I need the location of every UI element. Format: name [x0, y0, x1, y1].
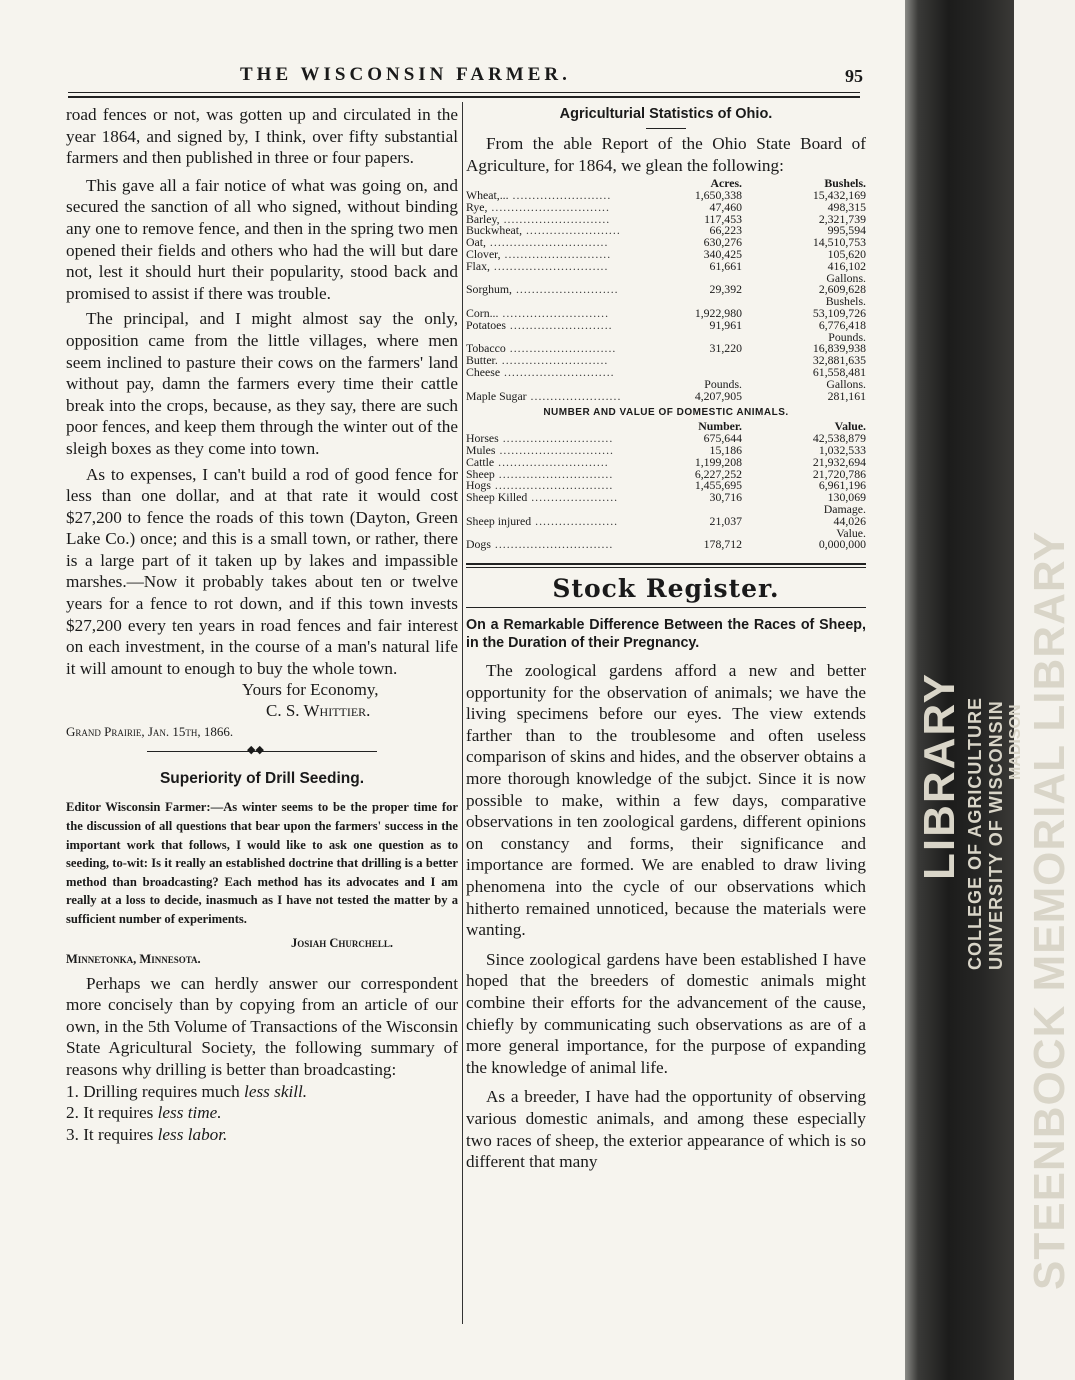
row-value: Pounds. — [828, 329, 866, 344]
paragraph: This gave all a fair notice of what was going on, and secured the sanction of all who signed, without binding any one to remove fence, and then in the spring two men opened their fields and others who had the will but dare not, lest it should hurt their popularity, stood back and promised to assist if there was trouble. — [66, 175, 458, 303]
leader-dots: ...................... — [527, 490, 619, 505]
row-label: Horses ............................ — [466, 431, 614, 446]
row-value — [686, 355, 742, 367]
section-title: Stock Register. — [552, 574, 780, 604]
row-value: 1,922,980 — [694, 305, 742, 320]
left-column — [66, 104, 458, 1145]
row-value: 630,276 — [703, 235, 742, 250]
row-value: 1,199,208 — [694, 454, 742, 469]
row-label: Rye, .............................. — [466, 199, 610, 214]
row-value: 995,594 — [827, 223, 866, 238]
leader-dots: .............................. — [490, 537, 614, 552]
row-value: Bushels. — [825, 294, 866, 309]
table-row — [466, 492, 866, 504]
spine-line: COLLEGE OF AGRICULTURE — [965, 697, 985, 970]
row-value: 117,453 — [704, 211, 742, 226]
stats-intro: From the able Report of the Ohio State Board of Agriculture, for 1864, we glean the following: — [466, 134, 866, 175]
row-value: 15,186 — [709, 442, 742, 457]
row-value: 6,776,418 — [818, 317, 866, 332]
row-value: 53,109,726 — [812, 305, 866, 320]
animals-table — [466, 421, 866, 551]
table-row — [466, 516, 866, 528]
paragraph: The principal, and I might almost say the only, opposition came from the little villages, where men seem inclined to pasture their cows on the farmers' land without pay, damn the farmers every time their cattle break into the crops, because, as they say, there are such poor fences, and keep them through the winter out of the sleigh boxes as they come into town. — [66, 309, 458, 458]
row-value: 15,432,169 — [812, 187, 866, 202]
page-number: 95 — [845, 66, 863, 86]
row-value: 42,538,879 — [812, 431, 866, 446]
leader-dots: ..................... — [531, 513, 619, 528]
row-value: 1,032,533 — [818, 442, 866, 457]
table-row — [466, 261, 866, 273]
letter-text: Editor Wisconsin Farmer:—As winter seems to be the proper time for the discussion of all questions that bear upon the farmers' success in the important work that follows, I would like to ask one question as to seeding, to-wit: Is it really an established doctrine that drilling is a better method than broadcasting? Each method has its advocates and I am really at a loss to decide, inasmuch as I have not tested the matter by a sufficient number of experiments. — [66, 800, 458, 926]
row-value: 14,510,753 — [812, 235, 866, 250]
table-row — [466, 320, 866, 332]
column-divider — [462, 102, 463, 1324]
table-row — [466, 284, 866, 296]
row-value: 2,609,628 — [818, 282, 866, 297]
row-value: 91,961 — [709, 317, 742, 332]
row-label: Sorghum, .......................... — [466, 282, 619, 297]
row-label: Cheese ............................ — [466, 364, 615, 379]
ornament: ◆◆ — [247, 744, 264, 757]
right-column — [466, 104, 866, 1173]
row-value: 29,392 — [709, 282, 742, 297]
row-value: 498,315 — [827, 199, 866, 214]
letter-signature: Josiah Churchell. — [291, 935, 394, 950]
row-value: 4,207,905 — [694, 388, 742, 403]
table-header: Number. Value. — [698, 419, 866, 434]
leader-dots: ........................... — [505, 341, 617, 356]
section-rule — [466, 563, 866, 568]
table-row — [466, 539, 866, 551]
article-title: Superiority of Drill Seeding. — [159, 770, 365, 788]
paragraph: As to expenses, I can't build a rod of good fence for less than one dollar, and at that rate it would cost $27,200 to fence the roads of this town (Dayton, Green Lake Co.) once; and this is a small town, or rather, there is a large part of it taken up by lakes and impassible marshes.—Now it probably takes about ten or twelve years for a fence to rot down, and if this town invests $27,200 every ten years in road fences and fair interest on each investment, in the course of a man's natural life it will amount to enough to buy the whole town. — [66, 464, 458, 678]
row-value: Damage. — [823, 501, 866, 516]
ornament-rule — [147, 744, 377, 762]
row-value: Gallons. — [826, 376, 866, 391]
row-value: 66,223 — [709, 223, 742, 238]
leader-dots: ........................... — [499, 211, 611, 226]
leader-dots: ........................... — [498, 305, 610, 320]
leader-dots: ....................... — [526, 388, 622, 403]
row-label: Maple Sugar ....................... — [466, 388, 622, 403]
row-value: 61,661 — [709, 258, 742, 273]
row-value: Gallons. — [826, 270, 866, 285]
row-value: 0,000,000 — [818, 537, 866, 552]
leader-dots: ........................ — [522, 223, 621, 238]
paragraph: Perhaps we can herdly answer our correspondent more concisely than by copying from an article of our own, in the 5th Volume of Transactions of the Wisconsin State Agricultural Society, the following summary of reasons why drilling is better than broadcasting: — [66, 973, 458, 1079]
spine-line: STEENBOCK MEMORIAL LIBRARY — [1025, 530, 1074, 1290]
row-label: Dogs .............................. — [466, 537, 614, 552]
row-value: 281,161 — [827, 388, 866, 403]
signature: C. S. Whittier. — [266, 701, 371, 721]
row-value: 1,455,695 — [694, 478, 742, 493]
closing-line: Yours for Economy, — [242, 680, 379, 700]
leader-dots: ............................ — [494, 454, 609, 469]
row-label: Clover, ........................... — [466, 246, 612, 261]
leader-dots: .............................. — [490, 478, 614, 493]
leader-dots: ......................... — [508, 187, 612, 202]
row-value: 2,321,739 — [818, 211, 866, 226]
row-value: 6,227,252 — [694, 466, 742, 481]
table-row — [466, 367, 866, 379]
leader-dots: ............................ — [500, 364, 615, 379]
paragraph: As a breeder, I have had the opportunity of observing various domestic animals, and among these especially two races of sheep, the exterior appearance of which is so different that many — [466, 1087, 866, 1172]
leader-dots: ........................... — [500, 246, 612, 261]
leader-dots: ........................... — [497, 353, 609, 368]
row-value: 340,425 — [703, 246, 742, 261]
leader-dots: .......................... — [512, 282, 619, 297]
row-label: Cattle ............................ — [466, 454, 609, 469]
table-header: Acres. Bushels. — [710, 176, 866, 191]
paragraph: The zoological gardens afford a new and better opportunity for the observation of animals; we have the living specimens before our eyes. The view extends farther than to the troublesome and often useless comparison of skins and hides, and the observer obtains a more thorough knowledge of the subjct. Since it is now possible to make, within a few days, comparative observations in ten zoological gardens, different opinions on constancy and forms, their significance and importance are formed. We are enabled to draw living phenomena into the cycle of our observations which hitherto remained unnoticed, because the materials were wanting. — [466, 661, 866, 940]
animals-title: NUMBER AND VALUE OF DOMESTIC ANIMALS. — [543, 407, 789, 419]
row-value: 31,220 — [709, 341, 742, 356]
row-label: Tobacco ........................... — [466, 341, 617, 356]
crops-table — [466, 178, 866, 402]
list-item: 3. It requires less labor. — [66, 1124, 228, 1144]
short-rule — [646, 128, 686, 129]
paragraph: road fences or not, was gotten up and circulated in the year 1864, and signed by, I think, over fifty substantial farmers and then published in three or four papers. — [66, 105, 458, 168]
row-value: 105,620 — [827, 246, 866, 261]
spine-line: UNIVERSITY OF WISCONSIN — [986, 700, 1006, 970]
dateline: Grand Prairie, Jan. 15th, 1866. — [66, 724, 234, 740]
row-label: Buckwheat, ........................ — [466, 223, 621, 238]
article-title: On a Remarkable Difference Between the Races of Sheep, in the Duration of their Pregnancy. — [466, 617, 866, 652]
row-value: 1,650,338 — [694, 187, 742, 202]
row-label: Potatoes .......................... — [466, 317, 613, 332]
spine-line: LIBRARY — [915, 672, 964, 880]
leader-dots: ............................. — [495, 442, 614, 457]
row-label: Mules ............................. — [466, 442, 614, 457]
row-value: 32,881,635 — [812, 353, 866, 368]
header-rule — [68, 92, 860, 93]
table-row — [466, 391, 866, 403]
row-value: 416,102 — [827, 258, 866, 273]
running-head: THE WISCONSIN FARMER. — [240, 64, 571, 85]
row-label: Sheep Killed ...................... — [466, 490, 619, 505]
leader-dots: ............................. — [489, 258, 609, 273]
row-label: Wheat,... ......................... — [466, 187, 612, 202]
row-value: 61,558,481 — [812, 364, 866, 379]
letter-place: Minnetonka, Minnesota. — [66, 951, 201, 966]
row-value: 47,460 — [709, 199, 742, 214]
row-value: Value. — [836, 525, 866, 540]
leader-dots: .......................... — [505, 317, 613, 332]
row-value: 16,839,938 — [812, 341, 866, 356]
row-value: 130,069 — [827, 490, 866, 505]
row-value: 21,720,786 — [812, 466, 866, 481]
leader-dots: ............................. — [494, 466, 614, 481]
list-item: 1. Drilling requires much less skill. — [66, 1081, 308, 1101]
leader-dots: .............................. — [485, 235, 609, 250]
row-label: Hogs .............................. — [466, 478, 614, 493]
row-label: Corn... ........................... — [466, 305, 610, 320]
row-label: Flax, ............................. — [466, 258, 609, 273]
section-underline — [466, 607, 866, 608]
list-item: 2. It requires less time. — [66, 1103, 222, 1123]
row-value: 675,644 — [703, 431, 742, 446]
row-value: 21,932,694 — [812, 454, 866, 469]
spine-line: MADISON — [1007, 704, 1024, 780]
row-value: 21,037 — [709, 513, 742, 528]
row-value: 30,716 — [709, 490, 742, 505]
row-label: Barley, ........................... — [466, 211, 611, 226]
row-label: Sheep injured ..................... — [466, 513, 619, 528]
paragraph: Since zoological gardens have been established I have hoped that the breeders of domestic animals might combine their efforts for the advancement of the cause, chiefly by communicating such observations as are of a more general importance, for the purpose of expanding the knowledge of animal life. — [466, 949, 866, 1077]
row-label: Sheep ............................. — [466, 466, 614, 481]
row-value: 44,026 — [833, 513, 866, 528]
leader-dots: .............................. — [487, 199, 610, 214]
stats-title: Agriculturial Statistics of Ohio. — [559, 106, 773, 122]
row-label: Oat, .............................. — [466, 235, 609, 250]
row-value: 6,961,196 — [818, 478, 866, 493]
row-value: Pounds. — [704, 376, 742, 391]
row-label: Butter. ........................... — [466, 353, 609, 368]
header-rule-double — [68, 96, 860, 98]
spine-label — [915, 530, 1075, 1300]
row-value: 178,712 — [703, 537, 742, 552]
leader-dots: ............................ — [498, 431, 614, 446]
